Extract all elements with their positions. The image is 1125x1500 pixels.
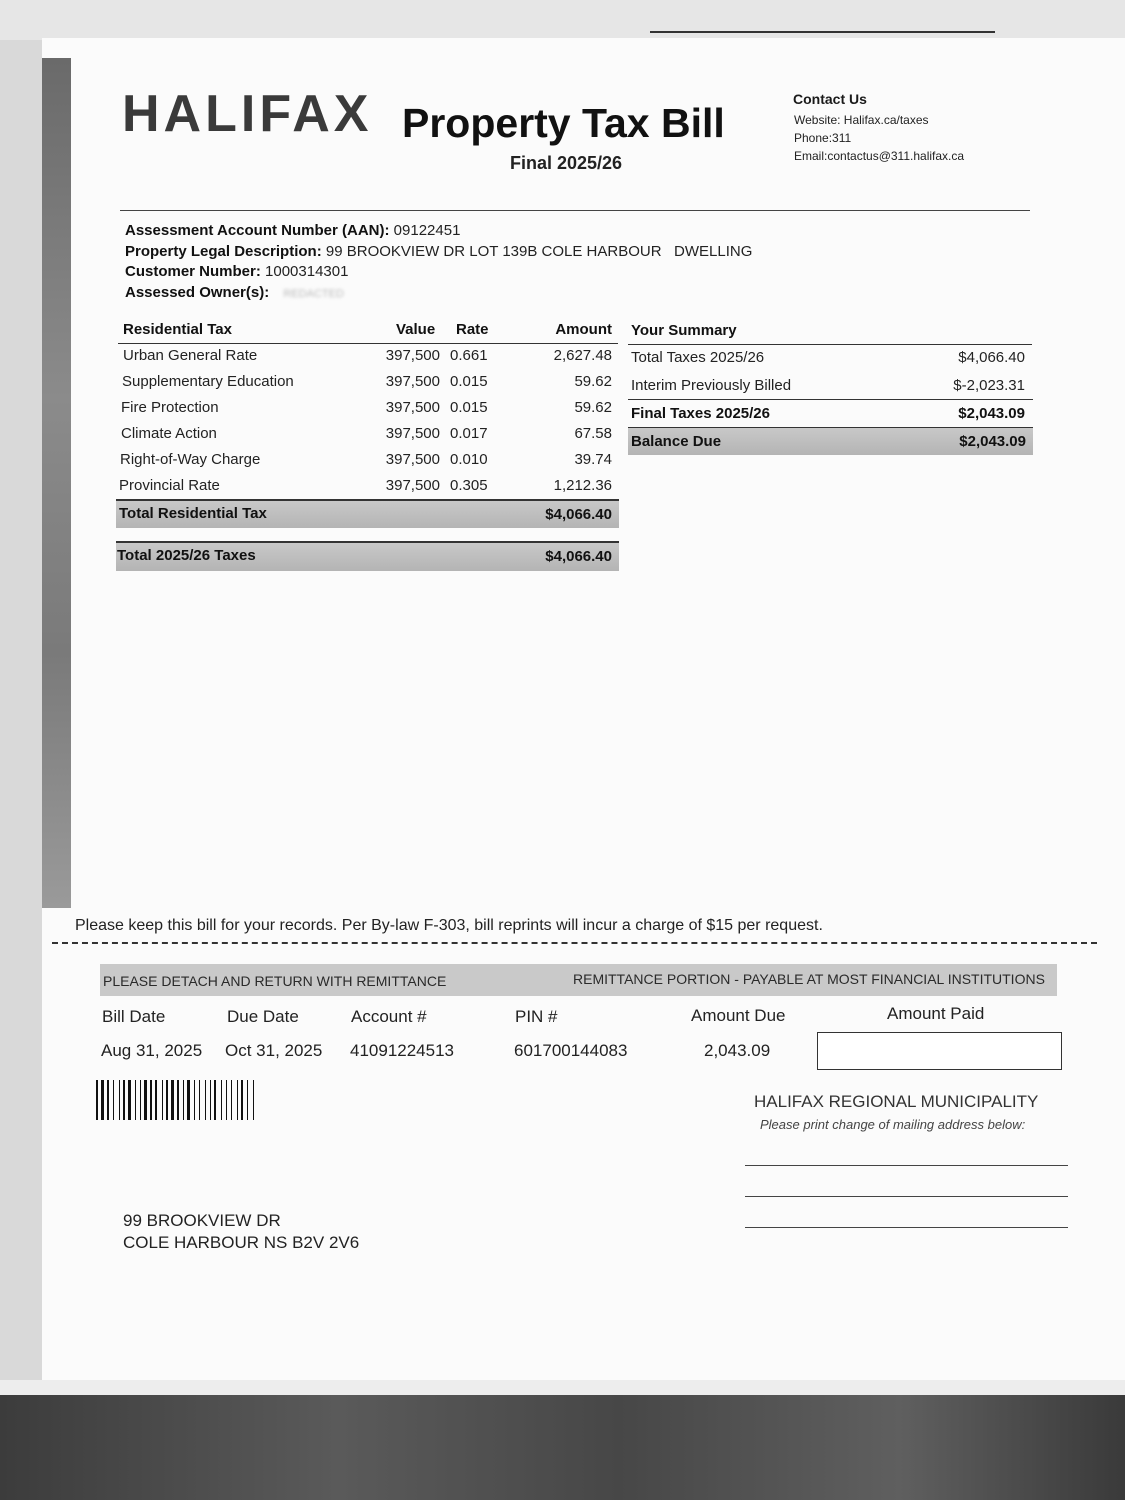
barcode-bar	[144, 1080, 147, 1120]
grand-total-value: $4,066.40	[545, 548, 612, 565]
payment-barcode	[96, 1080, 381, 1120]
account-header: Account #	[351, 1007, 427, 1026]
summary-final-rule	[628, 399, 1033, 400]
residential-row-value: 397,500	[385, 347, 440, 364]
customer-line	[125, 263, 348, 280]
contact-phone: Phone:311	[794, 131, 852, 145]
residential-row-rate: 0.305	[450, 477, 488, 494]
contact-heading: Contact Us	[793, 91, 867, 107]
barcode-bar	[101, 1080, 104, 1120]
residential-row-rate: 0.017	[450, 425, 488, 442]
residential-row-rate: 0.015	[450, 399, 488, 416]
halifax-logo: HALIFAX	[122, 85, 373, 143]
summary-row-label: Total Taxes 2025/26	[631, 349, 765, 366]
barcode-bar	[135, 1080, 136, 1120]
barcode-bar	[150, 1080, 152, 1120]
residential-row-name: Climate Action	[121, 425, 217, 442]
aan-label: Assessment Account Number (AAN):	[125, 222, 390, 239]
barcode-bar	[253, 1080, 254, 1120]
balance-due-label: Balance Due	[631, 433, 722, 450]
address-change-line[interactable]	[745, 1227, 1068, 1228]
barcode-bar	[107, 1080, 109, 1120]
barcode-bar	[171, 1080, 174, 1120]
residential-row-value: 397,500	[385, 425, 440, 442]
aan-value: 09122451	[393, 222, 461, 239]
barcode-bar	[194, 1080, 195, 1120]
page-title: Property Tax Bill	[402, 100, 725, 146]
residential-row-amount: 1,212.36	[553, 477, 612, 494]
barcode-bar	[140, 1080, 141, 1120]
residential-row-amount: 39.74	[574, 451, 612, 468]
mailing-address-line: COLE HARBOUR NS B2V 2V6	[123, 1233, 360, 1252]
due-date-value: Oct 31, 2025	[225, 1041, 323, 1060]
residential-row-amount: 59.62	[574, 373, 612, 390]
residential-row-name: Fire Protection	[121, 399, 219, 416]
barcode-bar	[226, 1080, 227, 1120]
summary-row-value: $4,066.40	[958, 349, 1025, 366]
barcode-bar	[210, 1080, 211, 1120]
account-value: 41091224513	[350, 1041, 455, 1060]
residential-header-name: Residential Tax	[123, 321, 232, 338]
barcode-bar	[214, 1080, 216, 1120]
address-change-note: Please print change of mailing address below:	[760, 1117, 1026, 1132]
municipality-name: HALIFAX REGIONAL MUNICIPALITY	[754, 1092, 1039, 1111]
due-date-header: Due Date	[227, 1007, 299, 1026]
customer-value: 1000314301	[265, 263, 349, 280]
pin-header: PIN #	[515, 1007, 558, 1026]
bill-date-value: Aug 31, 2025	[101, 1041, 203, 1060]
barcode-bar	[166, 1080, 168, 1120]
background-top	[0, 0, 1125, 40]
barcode-bar	[177, 1080, 179, 1120]
address-change-line[interactable]	[745, 1196, 1068, 1197]
barcode-bar	[241, 1080, 243, 1120]
residential-row-amount: 2,627.48	[553, 347, 612, 364]
customer-label: Customer Number:	[125, 263, 261, 280]
legal-value: 99 BROOKVIEW DR LOT 139B COLE HARBOUR DWELLING	[325, 243, 753, 260]
residential-row-value: 397,500	[385, 373, 440, 390]
aan-line	[125, 222, 460, 239]
residential-row-amount: 59.62	[574, 399, 612, 416]
barcode-bar	[183, 1080, 184, 1120]
amount-due-header: Amount Due	[691, 1006, 786, 1025]
barcode-bar	[221, 1080, 222, 1120]
bill-date-header: Bill Date	[102, 1007, 166, 1026]
residential-header-amount: Amount	[555, 321, 612, 338]
grand-total-label: Total 2025/26 Taxes	[117, 547, 256, 564]
residential-total-label: Total Residential Tax	[119, 505, 267, 522]
remittance-detach-text: PLEASE DETACH AND RETURN WITH REMITTANCE	[103, 973, 447, 989]
detach-dashed-line	[52, 942, 1097, 944]
residential-row-rate: 0.661	[450, 347, 488, 364]
summary-final-value: $2,043.09	[958, 405, 1025, 422]
barcode-bar	[128, 1080, 131, 1120]
barcode-bar	[113, 1080, 114, 1120]
barcode-bar	[155, 1080, 157, 1120]
barcode-bar	[231, 1080, 232, 1120]
summary-final-label: Final Taxes 2025/26	[631, 405, 770, 422]
summary-header-rule	[628, 344, 1032, 345]
page-subtitle: Final 2025/26	[510, 153, 623, 173]
barcode-bar	[237, 1080, 238, 1120]
residential-row-value: 397,500	[385, 451, 440, 468]
address-change-line[interactable]	[745, 1165, 1068, 1166]
summary-heading: Your Summary	[631, 322, 737, 339]
remittance-portion-text: REMITTANCE PORTION - PAYABLE AT MOST FINANCIAL INSTITUTIONS	[573, 971, 1045, 987]
records-note: Please keep this bill for your records. Per By-law F-303, bill reprints will incur a charge of $15 per request.	[75, 917, 823, 934]
summary-row-value: $-2,023.31	[953, 377, 1025, 394]
residential-row-rate: 0.015	[450, 373, 488, 390]
residential-row-rate: 0.010	[450, 451, 488, 468]
residential-row-amount: 67.58	[574, 425, 612, 442]
contact-website[interactable]: Website: Halifax.ca/taxes	[794, 113, 929, 127]
barcode-bar	[96, 1080, 98, 1120]
background-bottom	[0, 1395, 1125, 1500]
residential-row-value: 397,500	[385, 399, 440, 416]
legal-line	[125, 243, 752, 260]
barcode-bar	[119, 1080, 120, 1120]
residential-row-name: Right-of-Way Charge	[120, 451, 261, 468]
barcode-bar	[247, 1080, 248, 1120]
owner-line	[125, 284, 344, 301]
balance-due-value: $2,043.09	[959, 433, 1026, 450]
residential-row-name: Supplementary Education	[122, 373, 294, 390]
barcode-bar	[205, 1080, 206, 1120]
pin-value: 601700144083	[514, 1041, 628, 1060]
residential-row-name: Urban General Rate	[123, 347, 258, 364]
barcode-bar	[187, 1080, 190, 1120]
residential-header-value: Value	[396, 321, 436, 338]
bill-paper	[42, 38, 1125, 1388]
owner-label: Assessed Owner(s):	[125, 284, 270, 301]
residential-header-rule	[118, 343, 618, 344]
legal-label: Property Legal Description:	[125, 243, 322, 260]
barcode-bar	[162, 1080, 163, 1120]
barcode-bar	[123, 1080, 125, 1120]
owner-value-redacted: REDACTED	[283, 288, 344, 300]
mailing-address-line: 99 BROOKVIEW DR	[123, 1211, 281, 1230]
header-divider	[120, 210, 1030, 211]
amount-due-value: 2,043.09	[704, 1041, 771, 1060]
contact-email[interactable]: Email:contactus@311.halifax.ca	[794, 149, 965, 163]
residential-total-value: $4,066.40	[545, 506, 612, 523]
barcode-bar	[199, 1080, 200, 1120]
top-rule	[650, 31, 995, 33]
residential-row-name: Provincial Rate	[119, 477, 220, 494]
amount-paid-field[interactable]	[817, 1032, 1062, 1070]
residential-header-rate: Rate	[456, 321, 489, 338]
residential-row-value: 397,500	[385, 477, 440, 494]
summary-row-label: Interim Previously Billed	[631, 377, 792, 394]
amount-paid-header: Amount Paid	[887, 1004, 985, 1023]
paper-edge-strip	[42, 58, 71, 908]
